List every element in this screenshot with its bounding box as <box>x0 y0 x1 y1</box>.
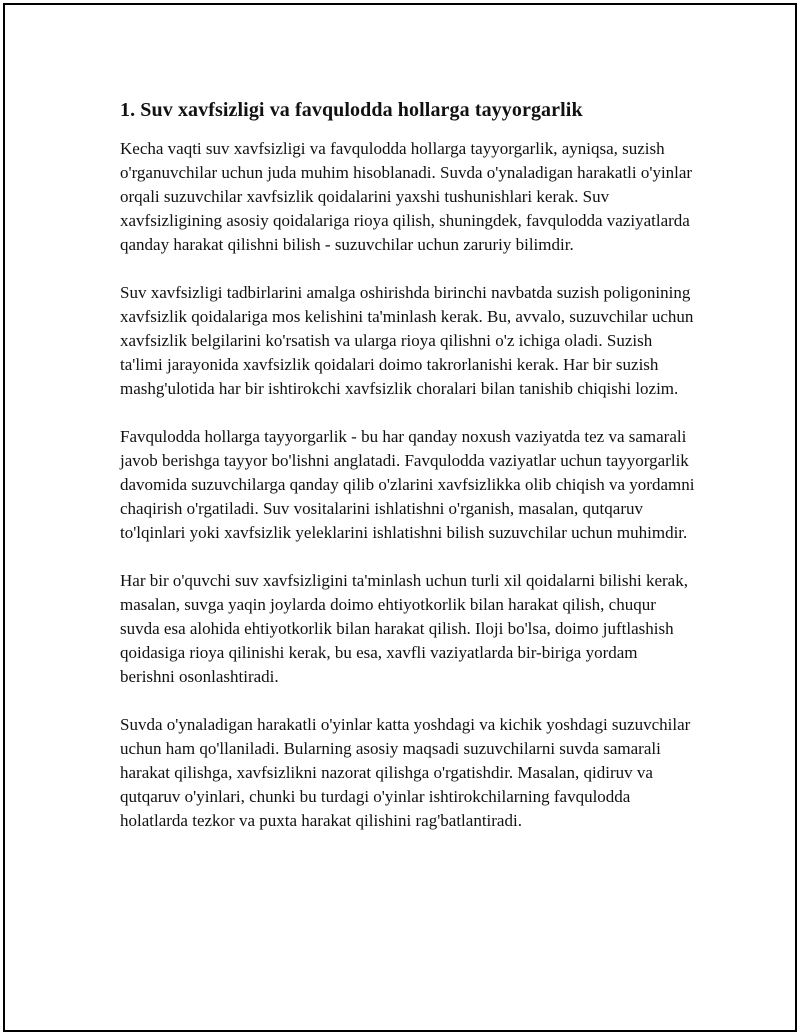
paragraph-1: Kecha vaqti suv xavfsizligi va favqulodda hollarga tayyorgarlik, ayniqsa, suzish o'rganuvchilar uchun juda muhim hisoblanadi. Suvda o'ynaladigan harakatli o'yinlar orqali suzuvchilar xavfsizlik qoidalarini yaxshi tushunishlari kerak. Suv xavfsizligining asosiy qoidalariga rioya qilish, shuningdek, favqulodda vaziyatlarda qanday harakat qilishni bilish - suzuvchilar uchun zaruriy bilimdir. <box>120 139 693 254</box>
document-title: 1. Suv xavfsizligi va favqulodda hollarga tayyorgarlik <box>120 99 583 121</box>
document-body <box>120 95 695 857</box>
paragraph-5: Suvda o'ynaladigan harakatli o'yinlar katta yoshdagi va kichik yoshdagi suzuvchilar uchun ham qo'llaniladi. Bularning asosiy maqsadi suzuvchilarni suvda samarali harakat qilishga, xavfsizlikni nazorat qilishga o'rgatishdir. Masalan, qidiruv va qutqaruv o'yinlari, chunki bu turdagi o'yinlar ishtirokchilarning favqulodda holatlarda tezkor va puxta harakat qilishini rag'batlantiradi. <box>120 715 691 830</box>
paragraph-3: Favqulodda hollarga tayyorgarlik - bu har qanday noxush vaziyatda tez va samarali javob berishga tayyor bo'lishni anglatadi. Favqulodda vaziyatlar uchun tayyorgarlik davomida suzuvchilarga qanday qilib o'zlarini xavfsizlikka olib chiqish va yordamni chaqirish o'rgatiladi. Suv vositalarini ishlatishni o'rganish, masalan, qutqaruv to'lqinlari yoki xavfsizlik yeleklarini ishlatishni bilish suzuvchilar uchun muhimdir. <box>120 427 695 542</box>
page-frame <box>3 3 797 1032</box>
paragraph-2: Suv xavfsizligi tadbirlarini amalga oshirishda birinchi navbatda suzish poligonining xavfsizlik qoidalariga mos kelishini ta'minlash kerak. Bu, avvalo, suzuvchilar uchun xavfsizlik belgilarini ko'rsatish va ularga rioya qilishni o'z ichiga oladi. Suzish ta'limi jarayonida xavfsizlik qoidalari doimo takrorlanishi kerak. Har bir suzish mashg'ulotida har bir ishtirokchi xavfsizlik choralari bilan tanishib chiqishi lozim. <box>120 283 694 398</box>
paragraph-4: Har bir o'quvchi suv xavfsizligini ta'minlash uchun turli xil qoidalarni bilishi kerak, masalan, suvga yaqin joylarda doimo ehtiyotkorlik bilan harakat qilish, chuqur suvda esa alohida ehtiyotkorlik bilan harakat qilish. Iloji bo'lsa, doimo juftlashish qoidasiga rioya qilinishi kerak, bu esa, xavfli vaziyatlarda bir-biriga yordam berishni osonlashtiradi. <box>120 571 688 686</box>
